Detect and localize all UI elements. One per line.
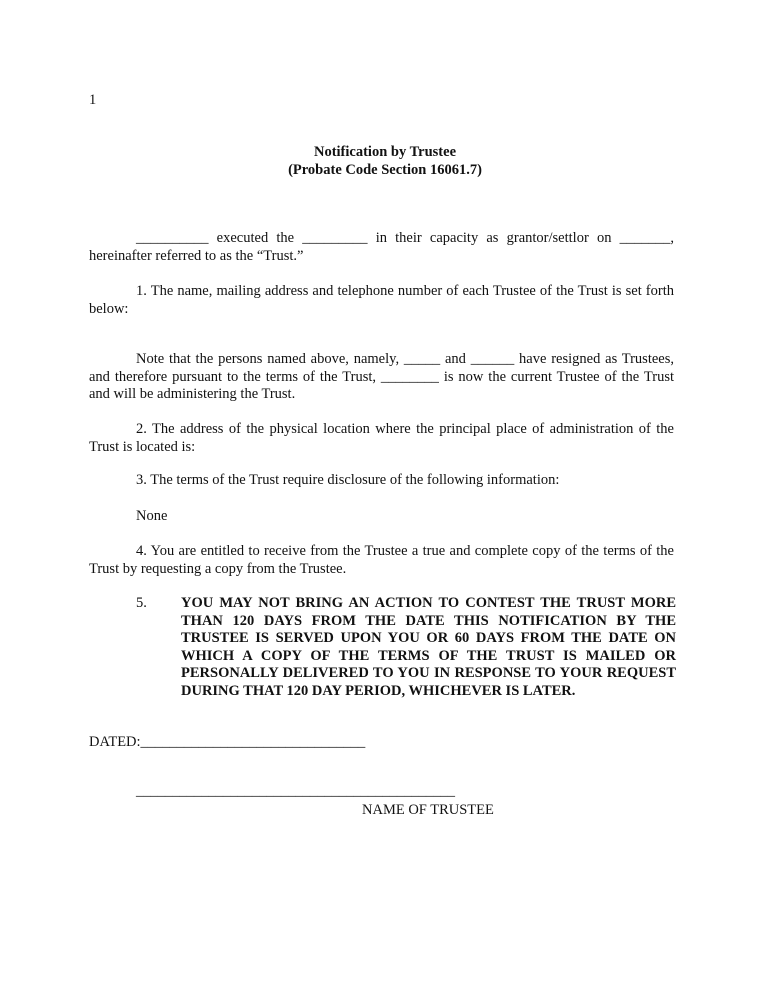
paragraph-3-disclosure: 3. The terms of the Trust require disclosure of the following information: <box>136 472 560 488</box>
paragraph-2-address: 2. The address of the physical location where the principal place of administration of the Trust is located is: <box>89 421 674 455</box>
trustee-signature-line: ____________________________________________ <box>136 783 455 799</box>
dated-field: DATED:_______________________________ <box>89 734 366 750</box>
disclosure-none-text: None <box>136 508 168 524</box>
title-line-1: Notification by Trustee <box>313 144 457 160</box>
paragraph-1-trustees: 1. The name, mailing address and telephone number of each Trustee of the Trust is set forth below: <box>89 283 674 317</box>
intro-paragraph: __________ executed the _________ in their capacity as grantor/settlor on _______, hereinafter referred to as the “Trust.” <box>89 230 674 264</box>
title-line-2: (Probate Code Section 16061.7) <box>288 162 482 178</box>
page-number: 1 <box>89 92 97 108</box>
paragraph-4-copy-rights: 4. You are entitled to receive from the Trustee a true and complete copy of the terms of the Trust by requesting a copy from the Trustee. <box>89 543 674 577</box>
paragraph-5-text: YOU MAY NOT BRING AN ACTION TO CONTEST THE TRUST MORE THAN 120 DAYS FROM THE DATE THIS NOTIFICATION BY THE TRUSTEE IS SERVED UPON YOU OR 60 DAYS FROM THE DATE ON WHICH A COPY OF THE TERMS OF THE TRUST IS MAILED OR PERSONALLY DELIVERED TO YOU IN RESPONSE TO YOUR REQUEST DURING THAT 120 DAY PERIOD, WHICHEVER IS LATER. <box>181 595 676 699</box>
paragraph-5-number: 5. <box>136 595 147 611</box>
document-title <box>200 143 570 179</box>
trustee-name-label: NAME OF TRUSTEE <box>362 802 494 818</box>
resignation-note-paragraph: Note that the persons named above, namely, _____ and ______ have resigned as Trustees, and therefore pursuant to the terms of the Trust, ________ is now the current Trustee of the Trust and will be administering the Trust. <box>89 351 674 403</box>
